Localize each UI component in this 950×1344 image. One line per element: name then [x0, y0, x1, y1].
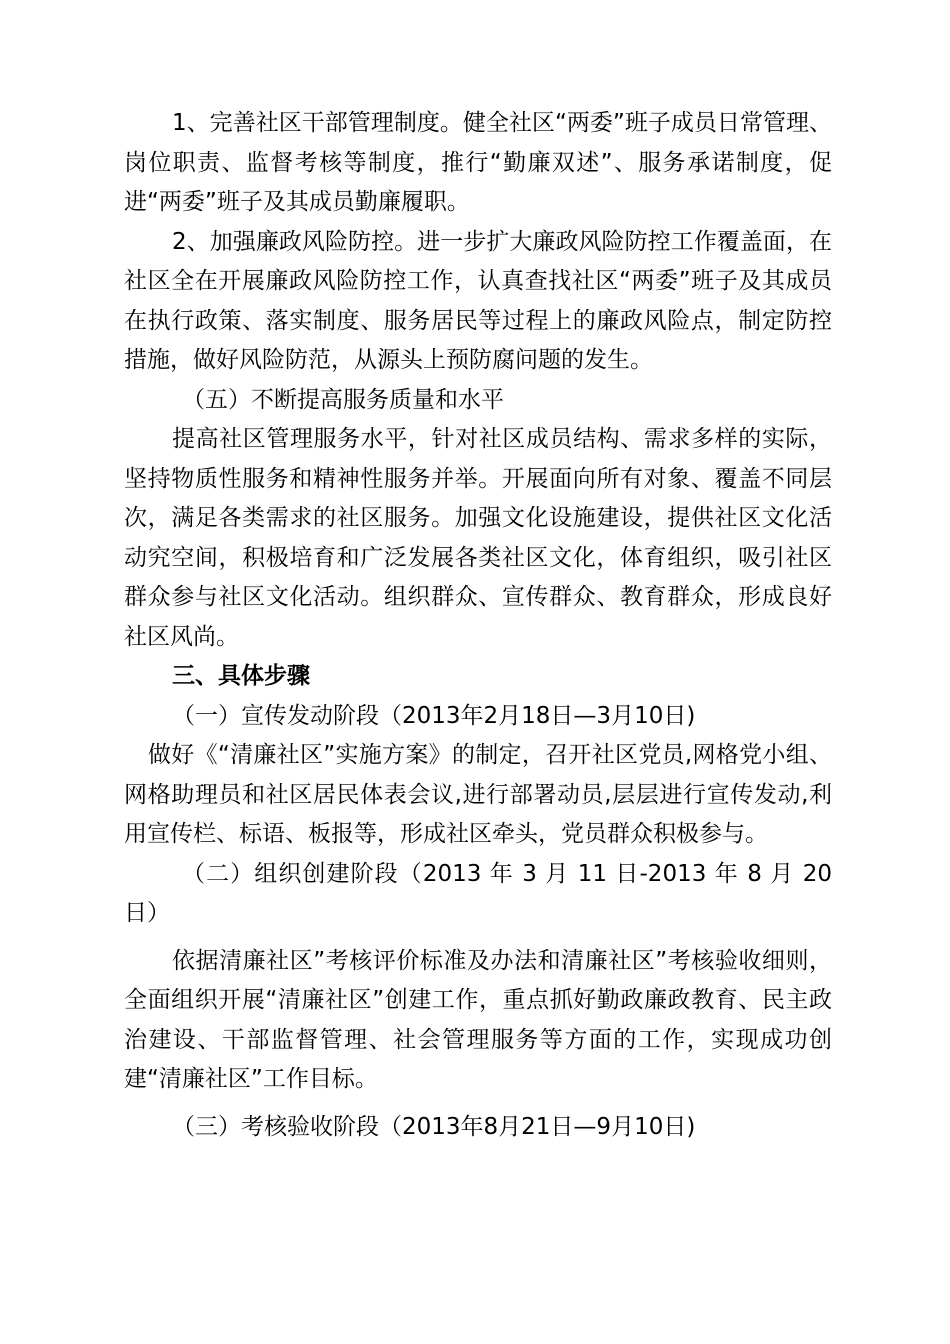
subheading-stage-one: （一）宣传发动阶段（2013年2月18日—3月10日) [172, 702, 696, 729]
subheading-service-quality: （五）不断提高服务质量和水平 [182, 386, 504, 413]
paragraph-risk-control: 2、加强廉政风险防控。进一步扩大廉政风险防控工作覆盖面，在社区全在开展廉政风险防控工作，认真查找社区“两委”班子及其成员在执行政策、落实制度、服务居民等过程上的廉政风险点，制定防控措施，做好风险防范，从源头上预防腐问题的发生。 [124, 228, 832, 373]
document-page [124, 104, 832, 1147]
section-heading-steps: 三、具体步骤 [172, 663, 310, 689]
subheading-stage-two: （二）组织创建阶段（2013 年 3 月 11 日-2013 年 8 月 20 日） [124, 860, 832, 926]
subheading-stage-three: （三）考核验收阶段（2013年8月21日—9月10日) [172, 1113, 696, 1140]
paragraph-stage-one: 做好《“清廉社区”实施方案》的制定，召开社区党员,网格党小组、网格助理员和社区居民体表会议,进行部署动员,层层进行宣传发动,利用宣传栏、标语、板报等，形成社区牵头，党员群众积极参与。 [124, 742, 832, 847]
paragraph-improve-cadre-management: 1、完善社区干部管理制度。健全社区“两委”班子成员日常管理、岗位职责、监督考核等制度，推行“勤廉双述”、服务承诺制度，促进“两委”班子及其成员勤廉履职。 [124, 110, 832, 215]
paragraph-service-level: 提高社区管理服务水平，针对社区成员结构、需求多样的实际，坚持物质性服务和精神性服务并举。开展面向所有对象、覆盖不同层次，满足各类需求的社区服务。加强文化设施建设，提供社区文化活动究空间，积极培育和广泛发展各类社区文化，体育组织，吸引社区群众参与社区文化活动。组织群众、宣传群众、教育群众，形成良好社区风尚。 [124, 426, 832, 650]
paragraph-stage-two: 依据清廉社区”考核评价标准及办法和清廉社区”考核验收细则，全面组织开展“清廉社区”创建工作，重点抓好勤政廉政教育、民主政治建设、干部监督管理、社会管理服务等方面的工作，实现成功创建“清廉社区”工作目标。 [124, 947, 832, 1092]
